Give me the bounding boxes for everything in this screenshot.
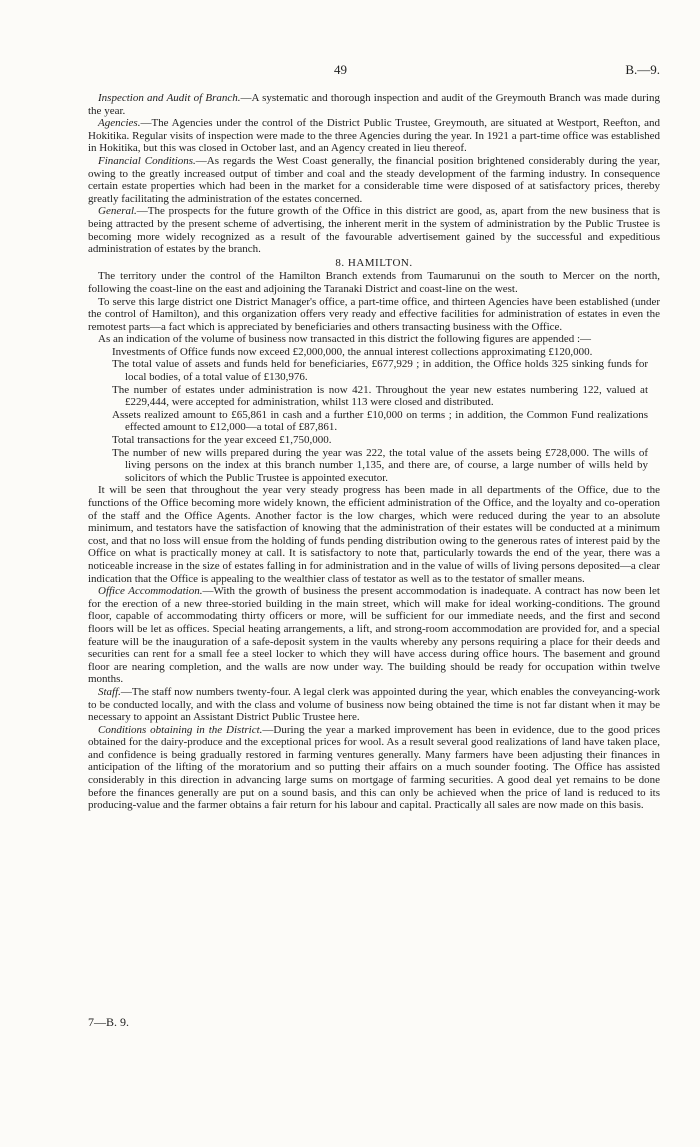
paragraph-heading: Office Accommodation.	[98, 585, 203, 598]
document-body	[88, 92, 660, 812]
figure-item: The number of estates under administration is now 421. Throughout the year new estates numbering 122, valued at £229,444, were accepted for administration, whilst 113 were closed and distributed.	[112, 383, 648, 409]
paragraph-text: —The prospects for the future growth of the Office in this district are good, as, apart from the new business that is being attracted by the present scheme of advertising, the inherent merit in the system of administration by the Public Trustee is becoming more widely recognized as a result of the favourable advertisement gained by the successful and expeditious administration of estates by the branch.	[88, 205, 660, 256]
paragraph-heading: Agencies.	[98, 117, 141, 130]
paragraph-figures-intro: As an indication of the volume of business now transacted in this district the following figures are appended :—	[98, 333, 592, 346]
signature-mark: 7—B. 9.	[88, 1015, 130, 1029]
paragraph-heading: Inspection and Audit of Branch.	[98, 92, 241, 104]
paragraph-text: —The staff now numbers twenty-four. A legal clerk was appointed during the year, which enables the conveyancing-work to be conducted locally, and with the class and volume of business now being obtained the time is not far distant when it may be necessary to appoint an Assistant District Public Trustee here.	[88, 685, 660, 724]
paragraph-office-accommodation	[88, 585, 660, 686]
paragraph-territory: The territory under the control of the Hamilton Branch extends from Taumarunui on the south to Mercer on the north, following the coast-line on the east and adjoining the Taranaki District and coast-line on the west.	[88, 270, 660, 295]
paragraph-conditions	[88, 724, 660, 812]
document-reference: B.—9.	[625, 62, 660, 77]
paragraph-heading: Conditions obtaining in the District.	[98, 723, 263, 736]
paragraph-financial-conditions	[88, 155, 660, 205]
paragraph-heading: Staff.	[98, 685, 121, 698]
paragraph-text: —As regards the West Coast generally, the financial position brightened considerably during the year, owing to the greatly increased output of timber and coal and the steady development of the farming industry. In consequence certain estate properties which had been in the market for a considerable time were disposed of at satisfactory prices, thereby greatly facilitating the administration of the estates concerned.	[88, 154, 660, 205]
paragraph-staff	[88, 686, 660, 724]
figure-item: Total transactions for the year exceed £1,750,000.	[112, 434, 332, 447]
figure-item: Assets realized amount to £65,861 in cash and a further £10,000 on terms ; in addition, the Common Fund realizations effected amount to £12,000—a total of £87,861.	[112, 408, 648, 434]
paragraph-organization: To serve this large district one District Manager's office, a part-time office, and thirteen Agencies have been established (under the control of Hamilton), and this organization offers very ready and effective facilities for administration of estates in even the remotest parts—a fact which is appreciated by beneficiaries and others transacting business with the Office.	[88, 295, 660, 333]
figure-item: The number of new wills prepared during the year was 222, the total value of the assets being £728,000. The wills of living persons on the index at this branch number 1,135, and there are, of course, a large number of wills held by solicitors of which the Public Trustee is appointed executor.	[112, 446, 648, 484]
paragraph-inspection	[88, 92, 660, 117]
paragraph-agencies	[88, 117, 660, 155]
page-header	[88, 62, 660, 80]
figure-item: The total value of assets and funds held for beneficiaries, £677,929 ; in addition, the Office holds 325 sinking funds for local bodies, of a total value of £130,976.	[112, 358, 648, 384]
paragraph-text: —The Agencies under the control of the District Public Trustee, Greymouth, are situated at Westport, Reefton, and Hokitika. Regular visits of inspection were made to the three Agencies during the year. In 1921 a part-time office was established in Hokitika, but this was closed in October last, and an Agency created in lieu thereof.	[88, 117, 660, 155]
paragraph-heading: General.	[98, 205, 137, 218]
section-title: 8. HAMILTON.	[335, 256, 413, 269]
paragraph-progress: It will be seen that throughout the year very steady progress has been made in all departments of the Office, due to the functions of the Office becoming more widely known, the efficient administration of the Office, and the loyalty and co-operation of the staff and the Office Agents. Another factor is the low charges, which were reduced during the year to an absolute minimum, and testators have the satisfaction of knowing that the administration of their estates will be conducted at a minimum cost, and that no loss will ensue from the holding of funds pending distribution owing to the generous rates of interest paid by the Office on what is practically money at call. It is satisfactory to note that, particularly towards the end of the year, there was a noticeable increase in the size of estates falling in for administration and in the value of wills of living persons deposited—a clear indication that the Office is appealing to the wealthier class of testator as well as to the testator of smaller means.	[88, 484, 660, 585]
paragraph-heading: Financial Conditions.	[98, 154, 196, 167]
paragraph-general	[88, 205, 660, 255]
page-number: 49	[334, 62, 347, 77]
figure-item: Investments of Office funds now exceed £2,000,000, the annual interest collections approximating £120,000.	[112, 345, 593, 358]
paragraph-text: —During the year a marked improvement has been in evidence, due to the good prices obtained for the dairy-produce and the exceptional prices for wool. As a result several good realizations of land have taken place, and confidence is being gradually restored in farming ventures generally. Many farmers have been adjusting their finances in anticipation of the lifting of the moratorium and so putting their affairs on a much sounder footing. The Office has assisted considerably in this direction in advancing large sums on mortgage of farming securities. A good deal yet remains to be done before the finances generally are put on a sound basis, and this can only be achieved when the price of land is reduced to its producing-value and the farmer obtains a fair return for his labour and capital. Practically all sales are now made on this basis.	[88, 723, 660, 812]
paragraph-text: —A systematic and thorough inspection and audit of the Greymouth Branch was made during the year.	[88, 92, 660, 117]
paragraph-text: —With the growth of business the present accommodation is inadequate. A contract has now been let for the erection of a new three-storied building in the main street, which will make for ideal working-conditions. The ground floor, capable of accommodating thirty officers or more, will be sufficient for our immediate needs, and the first and second floors will be let as offices. Special heating arrangements, a lift, and strong-room accommodation are provided for, and a special feature will be the inauguration of a safe-deposit system in the vaults whereby any persons requiring a place for their deeds and securities can rent for a small fee a steel locker to which they will have access during office hours. The basement and ground floor are nearing completion, and the walls are now under way. The building should be ready for occupation within twelve months.	[88, 585, 660, 686]
figures-list	[112, 346, 648, 485]
